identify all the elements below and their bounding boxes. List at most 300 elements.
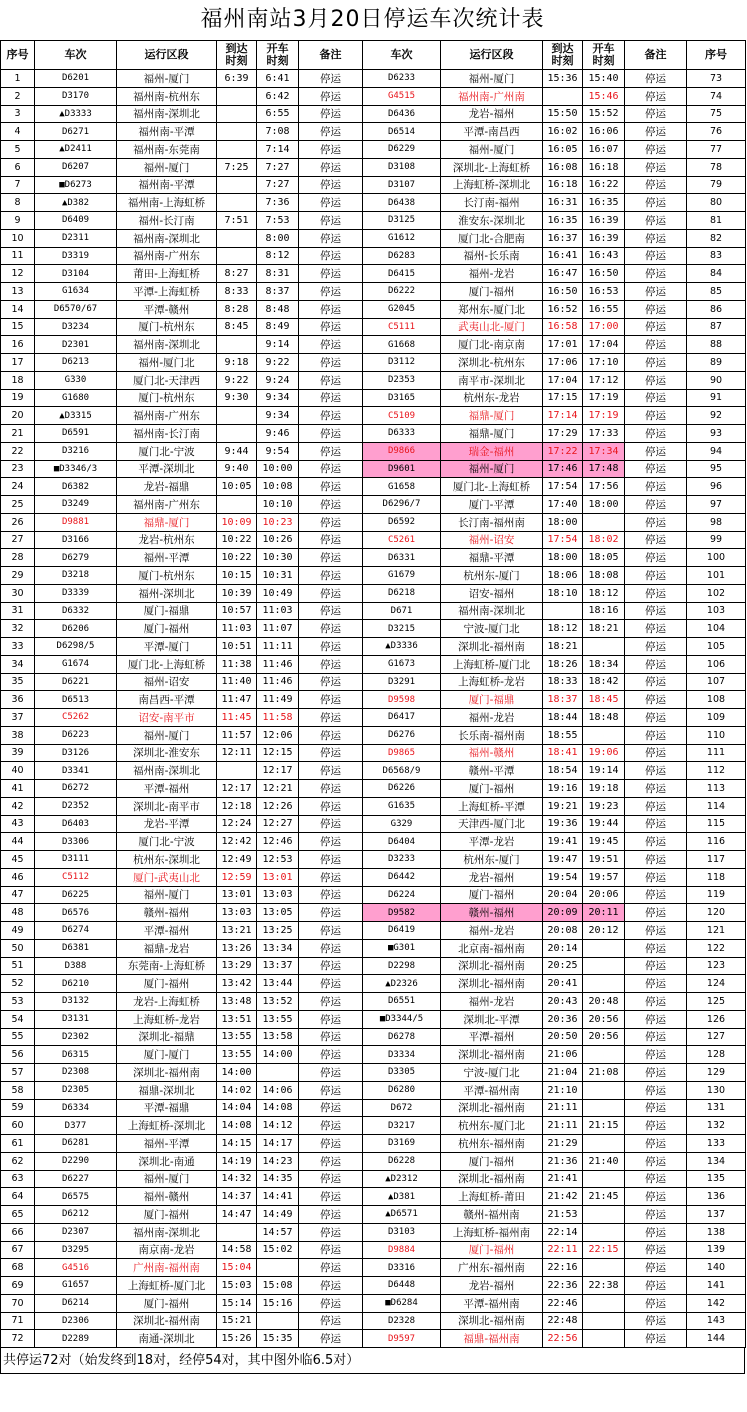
left-departure-time: 14:41: [257, 1188, 299, 1206]
right-remark: 停运: [625, 939, 687, 957]
left-section: 福州南-广州东: [117, 496, 217, 514]
right-remark: 停运: [625, 513, 687, 531]
left-arrival-time: 13:48: [217, 993, 257, 1011]
right-remark: 停运: [625, 283, 687, 301]
left-section: 厦门-杭州东: [117, 318, 217, 336]
right-seq: 110: [687, 726, 746, 744]
right-train-number: ▲D2312: [363, 1170, 441, 1188]
right-departure-time: 17:34: [583, 442, 625, 460]
right-arrival-time: 15:50: [543, 105, 583, 123]
right-seq: 118: [687, 868, 746, 886]
left-section: 福州南-长汀南: [117, 425, 217, 443]
left-remark: 停运: [299, 868, 363, 886]
left-train-number: D3341: [35, 762, 117, 780]
left-section: 厦门北-宁波: [117, 833, 217, 851]
left-departure-time: 7:14: [257, 141, 299, 159]
left-section: 福州南-深圳北: [117, 762, 217, 780]
right-section: 厦门-福鼎: [441, 691, 543, 709]
left-departure-time: 15:02: [257, 1241, 299, 1259]
right-remark: 停运: [625, 176, 687, 194]
left-seq: 48: [1, 904, 35, 922]
right-departure-time: [583, 957, 625, 975]
right-remark: 停运: [625, 496, 687, 514]
right-remark: 停运: [625, 460, 687, 478]
right-section: 上海虹桥-厦门北: [441, 655, 543, 673]
left-remark: 停运: [299, 886, 363, 904]
header-seq-right: 序号: [687, 41, 746, 70]
left-train-number: D9881: [35, 513, 117, 531]
left-departure-time: 9:34: [257, 389, 299, 407]
right-arrival-time: 17:29: [543, 425, 583, 443]
left-remark: 停运: [299, 975, 363, 993]
left-section: 福州-深圳北: [117, 584, 217, 602]
left-seq: 40: [1, 762, 35, 780]
left-remark: 停运: [299, 922, 363, 940]
right-seq: 136: [687, 1188, 746, 1206]
left-train-number: D2306: [35, 1312, 117, 1330]
right-departure-time: [583, 726, 625, 744]
left-train-number: D6212: [35, 1206, 117, 1224]
left-seq: 51: [1, 957, 35, 975]
right-arrival-time: 18:33: [543, 673, 583, 691]
left-section: 广州南-福州南: [117, 1259, 217, 1277]
left-section: 深圳北-福鼎: [117, 1028, 217, 1046]
right-remark: 停运: [625, 602, 687, 620]
left-seq: 36: [1, 691, 35, 709]
left-arrival-time: 13:55: [217, 1028, 257, 1046]
right-section: 上海虹桥-深圳北: [441, 176, 543, 194]
left-train-number: D2311: [35, 229, 117, 247]
right-remark: 停运: [625, 158, 687, 176]
right-remark: 停运: [625, 1046, 687, 1064]
left-remark: 停运: [299, 1028, 363, 1046]
left-remark: 停运: [299, 105, 363, 123]
right-departure-time: 21:15: [583, 1117, 625, 1135]
left-remark: 停运: [299, 212, 363, 230]
right-seq: 115: [687, 815, 746, 833]
left-section: 上海虹桥-厦门北: [117, 1277, 217, 1295]
right-section: 深圳北-平潭: [441, 1010, 543, 1028]
right-arrival-time: 18:00: [543, 513, 583, 531]
right-remark: 停运: [625, 975, 687, 993]
right-arrival-time: 17:06: [543, 354, 583, 372]
left-departure-time: 13:52: [257, 993, 299, 1011]
left-section: 上海虹桥-龙岩: [117, 1010, 217, 1028]
right-seq: 144: [687, 1330, 746, 1348]
left-remark: 停运: [299, 513, 363, 531]
right-remark: 停运: [625, 407, 687, 425]
left-remark: 停运: [299, 691, 363, 709]
right-departure-time: [583, 638, 625, 656]
left-train-number: D6381: [35, 939, 117, 957]
left-seq: 12: [1, 265, 35, 283]
table-row: [1, 1152, 746, 1170]
right-seq: 117: [687, 851, 746, 869]
right-section: 杭州东-福州南: [441, 1135, 543, 1153]
right-departure-time: 16:06: [583, 123, 625, 141]
right-seq: 106: [687, 655, 746, 673]
left-departure-time: 15:08: [257, 1277, 299, 1295]
left-remark: 停运: [299, 1241, 363, 1259]
right-section: 郑州东-厦门北: [441, 300, 543, 318]
left-departure-time: 9:46: [257, 425, 299, 443]
right-section: 深圳北-福州南: [441, 1312, 543, 1330]
right-section: 淮安东-深圳北: [441, 212, 543, 230]
right-train-number: ■D3344/5: [363, 1010, 441, 1028]
right-arrival-time: 22:46: [543, 1294, 583, 1312]
right-remark: 停运: [625, 87, 687, 105]
table-row: [1, 744, 746, 762]
table-row: [1, 1277, 746, 1295]
right-arrival-time: 20:08: [543, 922, 583, 940]
left-arrival-time: 11:45: [217, 709, 257, 727]
left-arrival-time: 12:24: [217, 815, 257, 833]
right-remark: 停运: [625, 1206, 687, 1224]
right-arrival-time: 21:11: [543, 1117, 583, 1135]
left-remark: 停运: [299, 1046, 363, 1064]
right-departure-time: 22:38: [583, 1277, 625, 1295]
left-remark: 停运: [299, 478, 363, 496]
right-departure-time: 16:39: [583, 229, 625, 247]
right-section: 平潭-福州南: [441, 1294, 543, 1312]
table-row: [1, 851, 746, 869]
left-remark: 停运: [299, 87, 363, 105]
right-departure-time: 18:34: [583, 655, 625, 673]
right-remark: 停运: [625, 673, 687, 691]
left-section: 诏安-南平市: [117, 709, 217, 727]
right-section: 厦门-福州: [441, 1241, 543, 1259]
left-seq: 68: [1, 1259, 35, 1277]
left-remark: 停运: [299, 602, 363, 620]
right-seq: 141: [687, 1277, 746, 1295]
left-departure-time: 13:03: [257, 886, 299, 904]
left-arrival-time: [217, 496, 257, 514]
table-row: [1, 123, 746, 141]
right-arrival-time: 18:37: [543, 691, 583, 709]
right-remark: 停运: [625, 194, 687, 212]
left-remark: 停运: [299, 265, 363, 283]
right-section: 深圳北-杭州东: [441, 354, 543, 372]
right-remark: 停运: [625, 1010, 687, 1028]
left-seq: 32: [1, 620, 35, 638]
right-remark: 停运: [625, 1099, 687, 1117]
left-departure-time: 10:00: [257, 460, 299, 478]
table-row: [1, 549, 746, 567]
right-arrival-time: 16:08: [543, 158, 583, 176]
left-departure-time: 14:06: [257, 1081, 299, 1099]
right-departure-time: 17:56: [583, 478, 625, 496]
right-train-number: C5109: [363, 407, 441, 425]
right-remark: 停运: [625, 797, 687, 815]
right-arrival-time: 16:31: [543, 194, 583, 212]
left-departure-time: 10:10: [257, 496, 299, 514]
left-remark: 停运: [299, 709, 363, 727]
right-departure-time: [583, 1259, 625, 1277]
left-remark: 停运: [299, 300, 363, 318]
table-row: [1, 1028, 746, 1046]
right-departure-time: 19:51: [583, 851, 625, 869]
right-departure-time: 20:06: [583, 886, 625, 904]
left-departure-time: 9:24: [257, 371, 299, 389]
left-departure-time: 11:58: [257, 709, 299, 727]
right-arrival-time: 21:42: [543, 1188, 583, 1206]
right-train-number: D3108: [363, 158, 441, 176]
right-train-number: D672: [363, 1099, 441, 1117]
right-remark: 停运: [625, 1294, 687, 1312]
left-arrival-time: 14:04: [217, 1099, 257, 1117]
right-seq: 125: [687, 993, 746, 1011]
left-seq: 2: [1, 87, 35, 105]
table-row: [1, 762, 746, 780]
right-train-number: D6224: [363, 886, 441, 904]
left-arrival-time: 13:51: [217, 1010, 257, 1028]
left-train-number: G1657: [35, 1277, 117, 1295]
right-seq: 82: [687, 229, 746, 247]
left-train-number: ▲D382: [35, 194, 117, 212]
right-train-number: D3316: [363, 1259, 441, 1277]
right-section: 深圳北-福州南: [441, 1046, 543, 1064]
right-section: 龙岩-福州: [441, 105, 543, 123]
right-arrival-time: 21:10: [543, 1081, 583, 1099]
right-remark: 停运: [625, 1064, 687, 1082]
right-arrival-time: 18:21: [543, 638, 583, 656]
right-section: 福州-龙岩: [441, 993, 543, 1011]
table-body: [1, 70, 746, 1348]
right-section: 杭州东-厦门北: [441, 1117, 543, 1135]
right-train-number: G1612: [363, 229, 441, 247]
right-train-number: D3233: [363, 851, 441, 869]
right-train-number: D3103: [363, 1223, 441, 1241]
right-arrival-time: 18:41: [543, 744, 583, 762]
table-row: [1, 1206, 746, 1224]
right-section: 诏安-福州: [441, 584, 543, 602]
left-departure-time: 13:58: [257, 1028, 299, 1046]
right-arrival-time: 21:41: [543, 1170, 583, 1188]
right-arrival-time: 18:55: [543, 726, 583, 744]
right-departure-time: [583, 1135, 625, 1153]
left-arrival-time: 13:55: [217, 1046, 257, 1064]
left-remark: 停运: [299, 549, 363, 567]
left-train-number: D3295: [35, 1241, 117, 1259]
left-arrival-time: [217, 123, 257, 141]
right-arrival-time: 17:14: [543, 407, 583, 425]
right-train-number: D6226: [363, 780, 441, 798]
right-remark: 停运: [625, 531, 687, 549]
left-section: 东莞南-上海虹桥: [117, 957, 217, 975]
left-arrival-time: 15:14: [217, 1294, 257, 1312]
left-arrival-time: 10:39: [217, 584, 257, 602]
left-seq: 50: [1, 939, 35, 957]
left-section: 福州南-东莞南: [117, 141, 217, 159]
right-remark: 停运: [625, 1223, 687, 1241]
right-train-number: G1679: [363, 567, 441, 585]
left-departure-time: 14:49: [257, 1206, 299, 1224]
header-remark-right: 备注: [625, 41, 687, 70]
left-train-number: ▲D3315: [35, 407, 117, 425]
left-seq: 7: [1, 176, 35, 194]
right-section: 长乐南-福州南: [441, 726, 543, 744]
left-seq: 42: [1, 797, 35, 815]
right-seq: 93: [687, 425, 746, 443]
left-departure-time: 13:25: [257, 922, 299, 940]
right-seq: 92: [687, 407, 746, 425]
left-departure-time: [257, 1259, 299, 1277]
right-departure-time: [583, 1312, 625, 1330]
left-train-number: D6382: [35, 478, 117, 496]
right-train-number: D3334: [363, 1046, 441, 1064]
right-remark: 停运: [625, 904, 687, 922]
right-remark: 停运: [625, 123, 687, 141]
right-section: 宁波-厦门北: [441, 1064, 543, 1082]
page-title: 福州南站3月20日停运车次统计表: [200, 7, 545, 32]
right-arrival-time: 22:16: [543, 1259, 583, 1277]
left-arrival-time: 14:00: [217, 1064, 257, 1082]
right-seq: 95: [687, 460, 746, 478]
right-seq: 100: [687, 549, 746, 567]
right-train-number: D6218: [363, 584, 441, 602]
left-seq: 53: [1, 993, 35, 1011]
right-train-number: D6331: [363, 549, 441, 567]
right-section: 福州-厦门: [441, 141, 543, 159]
right-remark: 停运: [625, 425, 687, 443]
right-departure-time: [583, 1081, 625, 1099]
right-train-number: D9866: [363, 442, 441, 460]
right-departure-time: 18:16: [583, 602, 625, 620]
right-section: 平潭-福州: [441, 1028, 543, 1046]
right-section: 瑞金-福州: [441, 442, 543, 460]
table-row: [1, 1330, 746, 1348]
table-row: [1, 229, 746, 247]
left-section: 平潭-福鼎: [117, 1099, 217, 1117]
left-arrival-time: 6:39: [217, 70, 257, 88]
right-departure-time: 20:56: [583, 1010, 625, 1028]
left-seq: 52: [1, 975, 35, 993]
left-departure-time: 14:57: [257, 1223, 299, 1241]
left-train-number: D3218: [35, 567, 117, 585]
right-section: 上海虹桥-莆田: [441, 1188, 543, 1206]
left-departure-time: 14:00: [257, 1046, 299, 1064]
left-section: 龙岩-平潭: [117, 815, 217, 833]
right-departure-time: 16:50: [583, 265, 625, 283]
left-train-number: ■D3346/3: [35, 460, 117, 478]
left-section: 龙岩-杭州东: [117, 531, 217, 549]
right-seq: 111: [687, 744, 746, 762]
left-section: 厦门北-天津西: [117, 371, 217, 389]
right-train-number: D6229: [363, 141, 441, 159]
right-departure-time: 19:06: [583, 744, 625, 762]
left-train-number: D6227: [35, 1170, 117, 1188]
right-remark: 停运: [625, 478, 687, 496]
right-seq: 94: [687, 442, 746, 460]
left-seq: 44: [1, 833, 35, 851]
left-remark: 停运: [299, 1099, 363, 1117]
left-train-number: D6513: [35, 691, 117, 709]
right-departure-time: 17:19: [583, 407, 625, 425]
right-remark: 停运: [625, 780, 687, 798]
left-departure-time: 8:31: [257, 265, 299, 283]
right-departure-time: 16:43: [583, 247, 625, 265]
header-arrive: 到达 时刻: [217, 41, 257, 70]
table-row: [1, 957, 746, 975]
left-train-number: G1680: [35, 389, 117, 407]
right-train-number: D3112: [363, 354, 441, 372]
left-arrival-time: 14:32: [217, 1170, 257, 1188]
right-departure-time: 21:40: [583, 1152, 625, 1170]
left-seq: 17: [1, 354, 35, 372]
right-remark: 停运: [625, 318, 687, 336]
left-departure-time: 14:23: [257, 1152, 299, 1170]
left-seq: 69: [1, 1277, 35, 1295]
left-seq: 61: [1, 1135, 35, 1153]
right-section: 福州-诏安: [441, 531, 543, 549]
left-section: 厦门北-上海虹桥: [117, 655, 217, 673]
left-departure-time: 7:36: [257, 194, 299, 212]
right-remark: 停运: [625, 70, 687, 88]
left-section: 厦门-厦门: [117, 1046, 217, 1064]
header-section-right: 运行区段: [441, 41, 543, 70]
left-remark: 停运: [299, 442, 363, 460]
left-section: 福州南-平潭: [117, 123, 217, 141]
right-section: 厦门北-合肥南: [441, 229, 543, 247]
right-train-number: ■D6284: [363, 1294, 441, 1312]
left-departure-time: 9:34: [257, 407, 299, 425]
left-remark: 停运: [299, 531, 363, 549]
left-seq: 25: [1, 496, 35, 514]
right-section: 深圳北-福州南: [441, 1170, 543, 1188]
table-row: [1, 496, 746, 514]
right-departure-time: 16:07: [583, 141, 625, 159]
right-section: 赣州-福州南: [441, 1206, 543, 1224]
left-arrival-time: 10:22: [217, 549, 257, 567]
left-arrival-time: 11:47: [217, 691, 257, 709]
right-seq: 116: [687, 833, 746, 851]
left-remark: 停运: [299, 567, 363, 585]
right-remark: 停运: [625, 1028, 687, 1046]
right-section: 厦门-福州: [441, 780, 543, 798]
right-arrival-time: 17:15: [543, 389, 583, 407]
right-departure-time: 16:35: [583, 194, 625, 212]
right-train-number: D3165: [363, 389, 441, 407]
left-arrival-time: 12:42: [217, 833, 257, 851]
right-seq: 128: [687, 1046, 746, 1064]
left-seq: 21: [1, 425, 35, 443]
left-arrival-time: 10:05: [217, 478, 257, 496]
left-train-number: D2352: [35, 797, 117, 815]
left-seq: 28: [1, 549, 35, 567]
left-train-number: C5112: [35, 868, 117, 886]
right-section: 赣州-平潭: [441, 762, 543, 780]
left-seq: 24: [1, 478, 35, 496]
left-section: 福州-厦门: [117, 158, 217, 176]
left-train-number: D6201: [35, 70, 117, 88]
left-arrival-time: 15:26: [217, 1330, 257, 1348]
table-row: [1, 1188, 746, 1206]
left-departure-time: 6:41: [257, 70, 299, 88]
right-seq: 129: [687, 1064, 746, 1082]
left-departure-time: 12:46: [257, 833, 299, 851]
left-remark: 停运: [299, 176, 363, 194]
right-section: 广州东-福州南: [441, 1259, 543, 1277]
right-train-number: G1635: [363, 797, 441, 815]
right-train-number: D6333: [363, 425, 441, 443]
right-train-number: G1668: [363, 336, 441, 354]
header-depart-right: 开车 时刻: [583, 41, 625, 70]
right-seq: 133: [687, 1135, 746, 1153]
left-arrival-time: 15:04: [217, 1259, 257, 1277]
left-train-number: D3166: [35, 531, 117, 549]
left-departure-time: 11:07: [257, 620, 299, 638]
left-train-number: G1634: [35, 283, 117, 301]
